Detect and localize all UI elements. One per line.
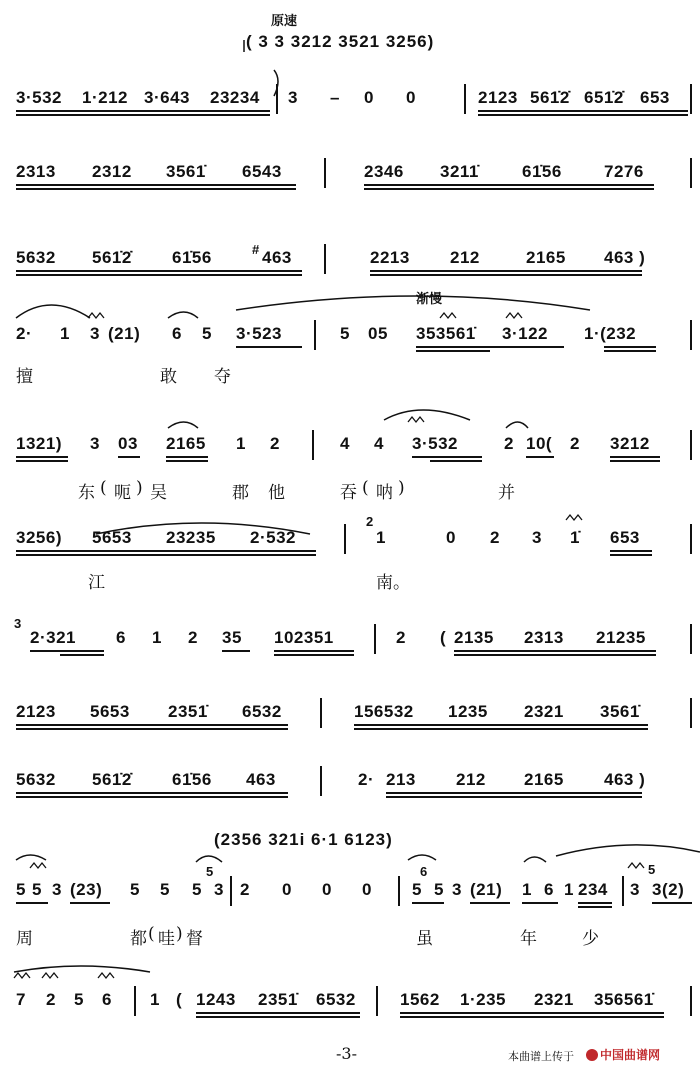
note: 3	[90, 324, 100, 343]
note: 2313	[524, 628, 564, 647]
barline	[324, 244, 326, 274]
note: 2312	[92, 162, 132, 181]
note: 05	[368, 324, 388, 343]
note: 4	[340, 434, 350, 453]
note: 0	[406, 88, 416, 107]
note: 0	[446, 528, 456, 547]
note: 2	[188, 628, 198, 647]
sharp-sign: #	[252, 242, 260, 257]
barline	[690, 698, 692, 728]
lyric-char: 他	[268, 483, 285, 503]
note: 3	[90, 434, 100, 453]
note: 1·(232	[584, 324, 637, 343]
lyric-char: 年	[520, 929, 537, 949]
lyric-char: 擅	[16, 367, 33, 387]
note: 2351̇	[168, 702, 208, 721]
note: 3·122	[502, 324, 548, 343]
note: 35	[222, 628, 242, 647]
lyric-char: 少	[582, 929, 599, 949]
lyric-char: 并	[498, 483, 515, 503]
score-row-6	[0, 514, 700, 568]
barline	[344, 524, 346, 554]
note: 2	[270, 434, 280, 453]
lyric-char: 敢	[160, 367, 177, 387]
note: 2313	[16, 162, 56, 181]
note: 561̇2̇	[530, 88, 570, 107]
lyric-char: 吴	[150, 483, 167, 503]
note: 561̇2̇	[92, 770, 132, 789]
barline	[276, 84, 278, 114]
lyric-char: 都	[130, 929, 147, 949]
lyrics-row-5	[0, 478, 700, 502]
note: 5	[74, 990, 84, 1009]
note: 0	[362, 880, 372, 899]
note: 3561̇	[600, 702, 640, 721]
barline	[398, 876, 400, 906]
barline	[376, 986, 378, 1016]
note: (	[440, 628, 447, 647]
note: 5	[130, 880, 140, 899]
note: 2346	[364, 162, 404, 181]
score-row-3	[0, 242, 700, 288]
score-row-1	[0, 88, 700, 128]
note: 2123	[16, 702, 56, 721]
note: 2351̇	[258, 990, 298, 1009]
note: 0	[364, 88, 374, 107]
score-row-7	[0, 616, 700, 668]
overlay-phrase: (2356 321i 6·1 6123)	[214, 830, 393, 849]
note: 1	[236, 434, 246, 453]
lyrics-row-6	[0, 568, 700, 592]
barline	[690, 430, 692, 460]
note: 2·	[358, 770, 375, 789]
grace-note: 2	[366, 514, 374, 529]
note: 3	[52, 880, 62, 899]
barline	[320, 766, 322, 796]
note: 23235	[166, 528, 216, 547]
note: 212	[450, 248, 480, 267]
note: 5	[412, 880, 422, 899]
note: 6	[102, 990, 112, 1009]
note: 212	[456, 770, 486, 789]
note: 2213	[370, 248, 410, 267]
note: 3212	[610, 434, 650, 453]
score-row-10	[0, 862, 700, 920]
tempo-mark-slow: 渐慢	[416, 291, 443, 306]
barline	[690, 524, 692, 554]
note: 2	[240, 880, 250, 899]
note: 1	[564, 880, 574, 899]
lyric-char: 哇	[158, 929, 175, 949]
note: 653	[610, 528, 640, 547]
note: 3·532	[412, 434, 458, 453]
note: 3256)	[16, 528, 62, 547]
note: 7	[16, 990, 26, 1009]
note: 2·	[16, 324, 33, 343]
note: 651̇2̇	[584, 88, 624, 107]
note: 5632	[16, 248, 56, 267]
logo-icon	[586, 1049, 598, 1061]
lyric-char: 郡	[232, 483, 249, 503]
barline	[230, 876, 232, 906]
grace-note: 5	[648, 862, 656, 877]
note: 6	[116, 628, 126, 647]
score-row-5	[0, 434, 700, 474]
grace-note: 3	[14, 616, 22, 631]
note: 5	[16, 880, 26, 899]
note: 1	[60, 324, 70, 343]
note: 2165	[166, 434, 206, 453]
lyric-char: (	[362, 478, 369, 498]
tempo-mark-original: 原速	[271, 13, 298, 28]
barline	[324, 158, 326, 188]
note: 2	[570, 434, 580, 453]
note: 2	[396, 628, 406, 647]
lyric-char: 东	[78, 483, 95, 503]
barline	[374, 624, 376, 654]
lyric-char: 江	[88, 573, 105, 593]
note: 1321)	[16, 434, 62, 453]
note: 4	[374, 434, 384, 453]
barline	[314, 320, 316, 350]
lyric-char: (	[100, 478, 107, 498]
note: (21)	[470, 880, 503, 899]
note: 1	[522, 880, 532, 899]
note: (	[176, 990, 183, 1009]
site-logo	[586, 1046, 660, 1063]
note: 653	[640, 88, 670, 107]
lyric-char: 虽	[416, 929, 433, 949]
barline	[464, 84, 466, 114]
score-row-9	[0, 770, 700, 810]
lyric-char: 吞	[340, 483, 357, 503]
note: 356561̇	[594, 990, 654, 1009]
note: 5653	[92, 528, 132, 547]
note: 61̇56	[172, 248, 212, 267]
barline	[690, 986, 692, 1016]
score-row-11	[0, 990, 700, 1030]
note: 3·523	[236, 324, 282, 343]
note: 3·532	[16, 88, 62, 107]
note: 03	[118, 434, 138, 453]
note: 3	[630, 880, 640, 899]
note: 1	[152, 628, 162, 647]
lyric-char: 夺	[214, 367, 231, 387]
note: 5632	[16, 770, 56, 789]
note: 213	[386, 770, 416, 789]
note: 1·212	[82, 88, 128, 107]
note: 1	[150, 990, 160, 1009]
note: 1235	[448, 702, 488, 721]
note: 5653	[90, 702, 130, 721]
lyric-char: (	[148, 924, 155, 944]
note: 3	[288, 88, 298, 107]
note: 463 )	[604, 248, 646, 267]
lyric-char: 南。	[376, 573, 410, 593]
note: 2	[490, 528, 500, 547]
lyric-char: )	[398, 478, 405, 498]
note: 2135	[454, 628, 494, 647]
note: 2	[46, 990, 56, 1009]
note: 3	[452, 880, 462, 899]
note: 463 )	[604, 770, 646, 789]
note: 463	[262, 248, 292, 267]
score-row-8	[0, 702, 700, 742]
note: 1243	[196, 990, 236, 1009]
note: 561̇2̇	[92, 248, 132, 267]
note: 5	[202, 324, 212, 343]
lyrics-row-4	[0, 362, 700, 386]
lyric-char: )	[136, 478, 143, 498]
note: 10(	[526, 434, 553, 453]
note: 3	[532, 528, 542, 547]
grace-note: 6	[420, 864, 428, 879]
note: 2165	[524, 770, 564, 789]
note: 6	[544, 880, 554, 899]
note: 6543	[242, 162, 282, 181]
note: 5	[340, 324, 350, 343]
note: 23234	[210, 88, 260, 107]
note: 21235	[596, 628, 646, 647]
lyric-char: 呃	[114, 483, 131, 503]
lyric-char: 呐	[376, 483, 393, 503]
note: 5	[160, 880, 170, 899]
note: 61̇56	[522, 162, 562, 181]
barline	[320, 698, 322, 728]
note: 3	[214, 880, 224, 899]
site-name: 中国曲谱网	[600, 1048, 661, 1062]
lyric-char: 周	[16, 929, 33, 949]
barline	[690, 624, 692, 654]
note: 234	[578, 880, 608, 899]
note: 2165	[526, 248, 566, 267]
barline	[312, 430, 314, 460]
note: 0	[282, 880, 292, 899]
lyric-char: 督	[186, 929, 203, 949]
note: 3(2)	[652, 880, 685, 899]
note: 353561̇	[416, 324, 476, 343]
note: 61̇56	[172, 770, 212, 789]
note: 2·321	[30, 628, 76, 647]
note: 2321	[534, 990, 574, 1009]
score-row-2	[0, 162, 700, 202]
note: 1562	[400, 990, 440, 1009]
note: 3561̇	[166, 162, 206, 181]
note: 3211̇	[440, 162, 479, 181]
note: 463	[246, 770, 276, 789]
note: 2321	[524, 702, 564, 721]
note: 156532	[354, 702, 414, 721]
score-row-4	[0, 324, 700, 364]
note: 1·235	[460, 990, 506, 1009]
barline	[622, 876, 624, 906]
note: 2	[504, 434, 514, 453]
barline	[690, 158, 692, 188]
note: 6532	[316, 990, 356, 1009]
intro-phrase: ( 3 3 3212 3521 3256)	[246, 32, 435, 51]
upload-source-text: 本曲谱上传于	[508, 1051, 574, 1063]
grace-note: 5	[206, 864, 214, 879]
note: 0	[322, 880, 332, 899]
note: 5	[32, 880, 42, 899]
page-number: -3-	[336, 1044, 357, 1063]
lyric-char: )	[176, 924, 183, 944]
note: 2123	[478, 88, 518, 107]
note: 6	[172, 324, 182, 343]
lyrics-row-10	[0, 924, 700, 948]
note: 3·643	[144, 88, 190, 107]
note: 7276	[604, 162, 644, 181]
note: 5	[434, 880, 444, 899]
barline	[690, 84, 692, 114]
note: 6532	[242, 702, 282, 721]
barline	[134, 986, 136, 1016]
note: 1	[376, 528, 386, 547]
note: –	[330, 88, 340, 107]
note: 5	[192, 880, 202, 899]
barline	[690, 320, 692, 350]
note: 102351	[274, 628, 334, 647]
note: 2·532	[250, 528, 296, 547]
note: (23)	[70, 880, 103, 899]
note: 1̇	[570, 528, 580, 547]
note: (21)	[108, 324, 141, 343]
